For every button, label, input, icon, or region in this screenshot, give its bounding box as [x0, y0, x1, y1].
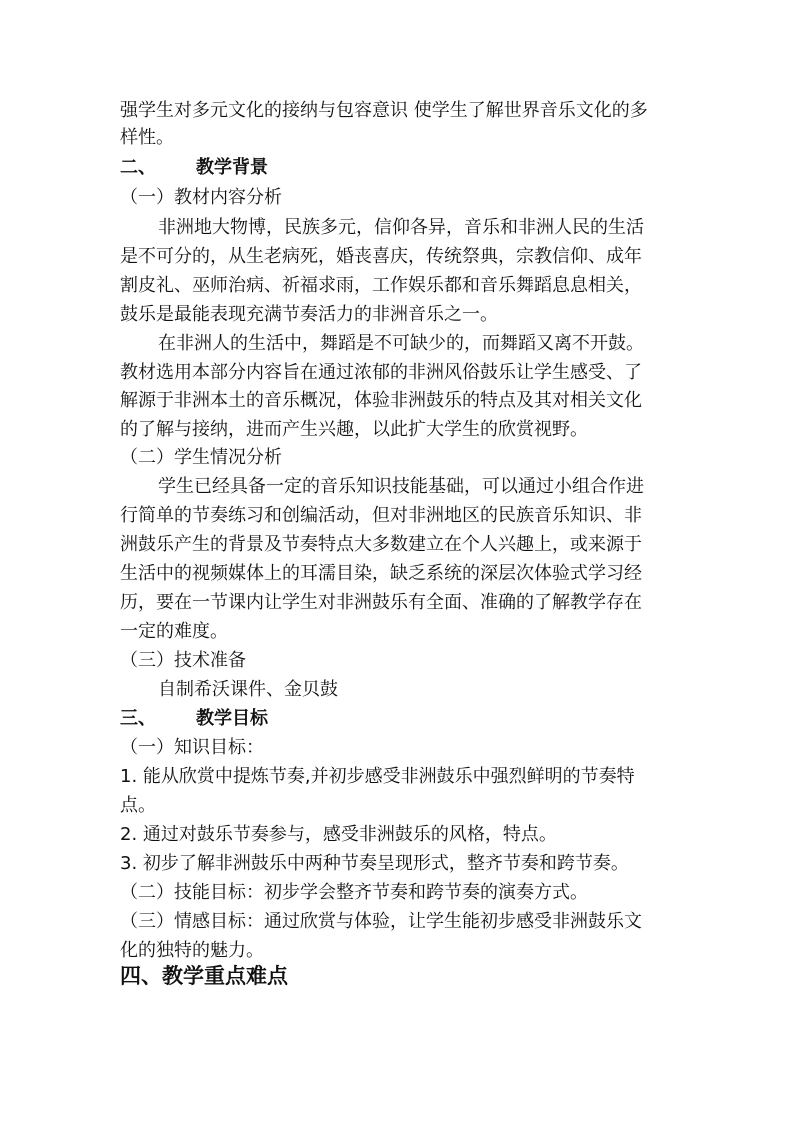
paragraph-line: 解源于非洲本土的音乐概况，体验非洲鼓乐的特点及其对相关文化	[120, 390, 642, 411]
paragraph-line: 割皮礼、巫师治病、祈福求雨，工作娱乐都和音乐舞蹈息息相关，	[120, 275, 642, 296]
skill-goal: （二）技能目标：初步学会整齐节奏和跨节奏的演奏方式。	[120, 882, 588, 903]
paragraph-line: 鼓乐是最能表现充满节奏活力的非洲音乐之一。	[120, 304, 498, 325]
section-number: 二、	[120, 157, 156, 178]
section-title: 教学目标	[196, 708, 268, 729]
section-2-heading	[120, 156, 268, 180]
subsection-heading: （三）技术准备	[120, 650, 246, 671]
paragraph-line: 生活中的视频媒体上的耳濡目染，缺乏系统的深层次体验式学习经	[120, 563, 642, 584]
paragraph-line: 是不可分的，从生老病死，婚丧喜庆，传统祭典，宗教信仰、成年	[120, 246, 642, 267]
section-4-heading: 四、教学重点难点	[120, 964, 288, 988]
emotion-goal-continuation: 化的独特的魅力。	[120, 940, 264, 961]
intro-line: 样性。	[120, 127, 174, 148]
list-item-continuation: 点。	[120, 795, 156, 816]
paragraph-line: 历，要在一节课内让学生对非洲鼓乐有全面、准确的了解教学存在	[120, 592, 642, 613]
paragraph-line: 自制希沃课件、金贝鼓	[158, 679, 338, 700]
paragraph-line: 行简单的节奏练习和创编活动，但对非洲地区的民族音乐知识、非	[120, 505, 642, 526]
paragraph-line: 一定的难度。	[120, 621, 228, 642]
paragraph-line: 洲鼓乐产生的背景及节奏特点大多数建立在个人兴趣上，或来源于	[120, 534, 642, 555]
list-item: 2. 通过对鼓乐节奏参与，感受非洲鼓乐的风格，特点。	[120, 824, 557, 845]
paragraph-line: 教材选用本部分内容旨在通过浓郁的非洲风俗鼓乐让学生感受、了	[120, 362, 642, 383]
emotion-goal: （三）情感目标：通过欣赏与体验，让学生能初步感受非洲鼓乐文	[120, 911, 642, 932]
intro-line: 强学生对多元文化的接纳与包容意识 使学生了解世界音乐文化的多	[120, 100, 648, 121]
section-title: 教学背景	[196, 157, 268, 178]
section-number: 三、	[120, 708, 156, 729]
list-item: 1. 能从欣赏中提炼节奏,并初步感受非洲鼓乐中强烈鲜明的节奏特	[120, 766, 635, 787]
paragraph-line: 学生已经具备一定的音乐知识技能基础，可以通过小组合作进	[158, 476, 644, 497]
paragraph-line: 的了解与接纳，进而产生兴趣，以此扩大学生的欣赏视野。	[120, 419, 588, 440]
list-item: 3. 初步了解非洲鼓乐中两种节奏呈现形式，整齐节奏和跨节奏。	[120, 853, 629, 874]
paragraph-line: 在非洲人的生活中，舞蹈是不可缺少的，而舞蹈又离不开鼓。	[158, 333, 644, 354]
subsection-heading: （一）教材内容分析	[120, 187, 282, 208]
paragraph-line: 非洲地大物博，民族多元，信仰各异，音乐和非洲人民的生活	[158, 217, 644, 238]
subsection-heading: （二）学生情况分析	[120, 447, 282, 468]
subsection-heading: （一）知识目标：	[120, 737, 264, 758]
section-3-heading	[120, 707, 268, 731]
